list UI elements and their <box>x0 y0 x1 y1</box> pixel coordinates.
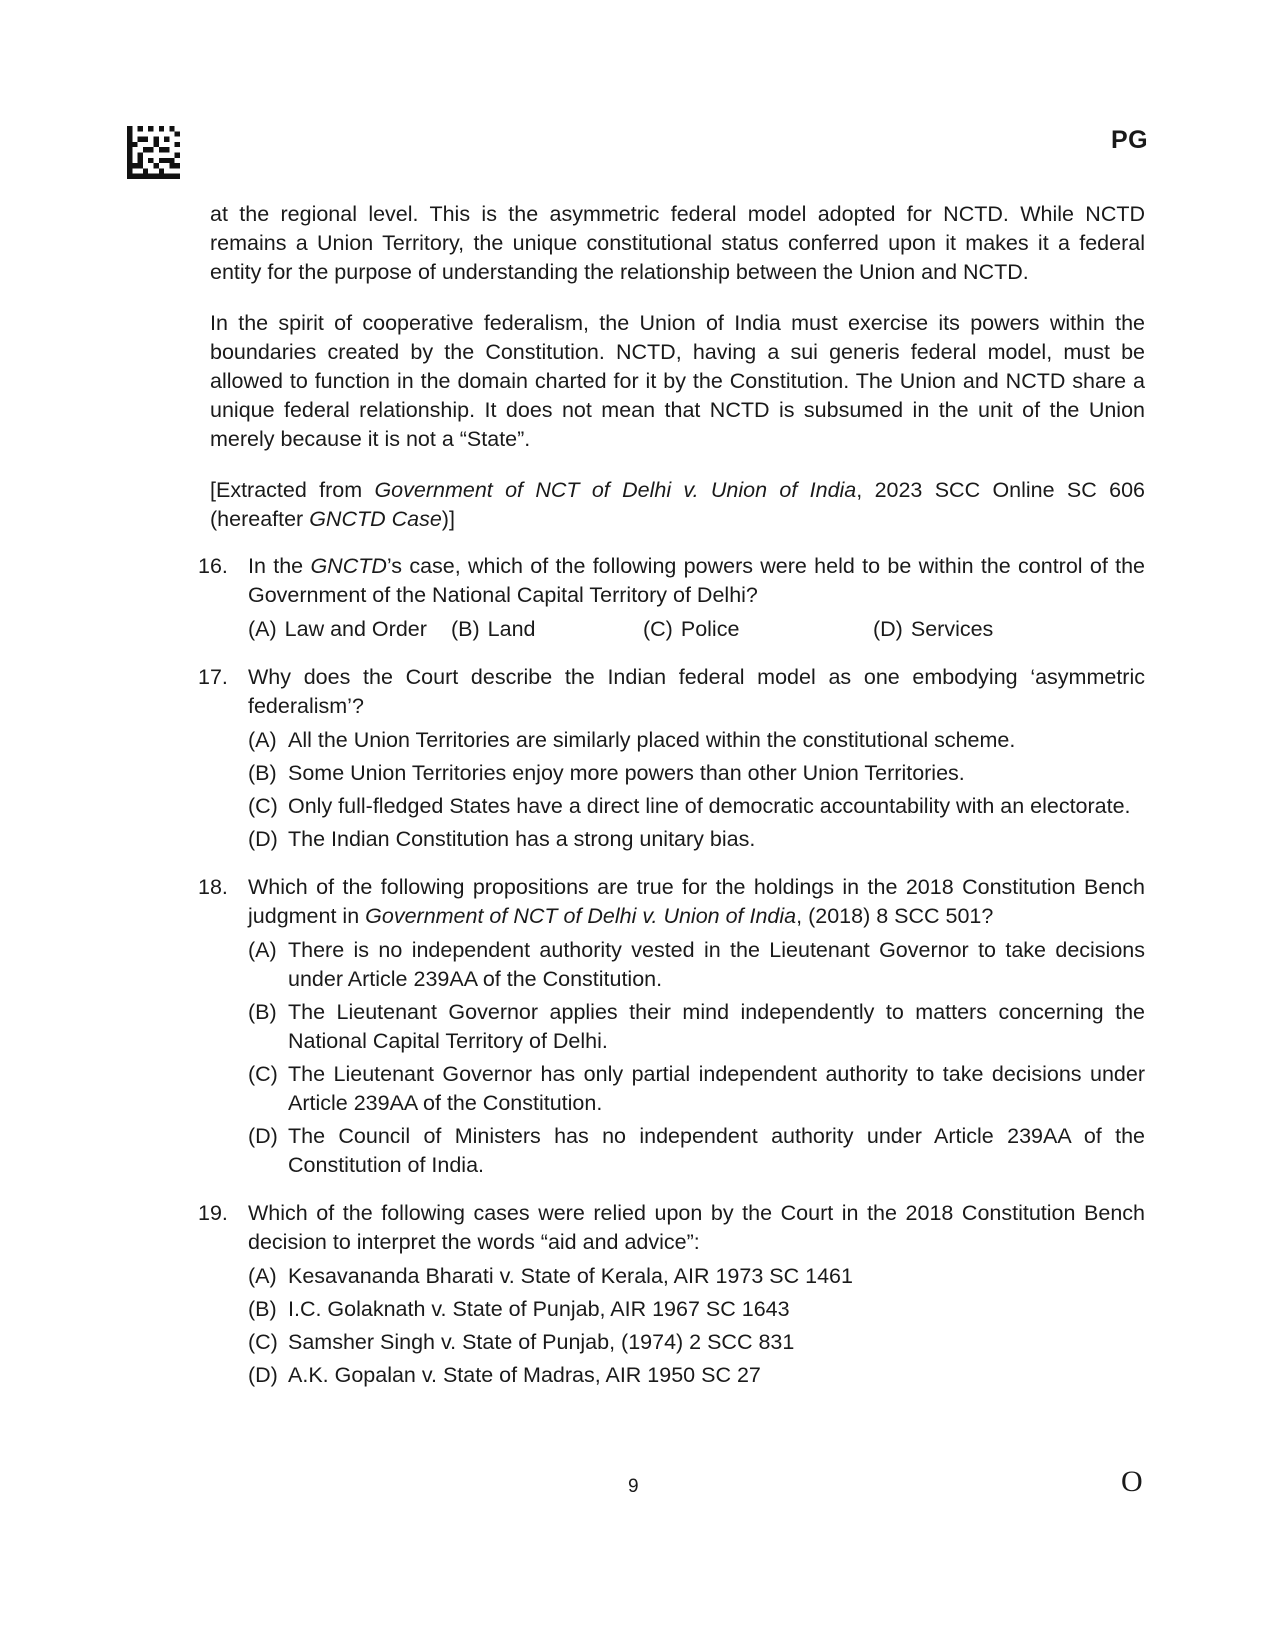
option-c <box>248 1060 1145 1118</box>
page-number: 9 <box>628 1476 639 1497</box>
question-number: 18. <box>198 875 228 899</box>
option-letter: (A) <box>248 938 277 962</box>
option-c <box>248 1328 1145 1357</box>
citation-prefix: [Extracted from <box>210 478 375 502</box>
option-text: Kesavananda Bharati v. State of Kerala, AIR 1973 SC 1461 <box>288 1264 853 1288</box>
question-text-part: In the <box>248 554 311 578</box>
option-letter: (D) <box>248 827 278 851</box>
question-text: Why does the Court describe the Indian federal model as one embodying ‘asymmetric federalism’? <box>248 665 1145 718</box>
option-letter: (B) <box>248 1000 277 1024</box>
question-text-part: , (2018) 8 SCC 501? <box>796 904 994 928</box>
option-letter: (B) <box>248 761 277 785</box>
question-number: 17. <box>198 665 228 689</box>
question-text <box>248 873 1145 931</box>
option-b <box>451 615 643 644</box>
option-a <box>248 615 451 644</box>
option-letter: (B) <box>248 1297 277 1321</box>
option-text: Some Union Territories enjoy more powers than other Union Territories. <box>288 761 965 785</box>
qr-code-icon <box>127 126 180 179</box>
option-text: A.K. Gopalan v. State of Madras, AIR 1950 SC 27 <box>288 1363 761 1387</box>
question-17 <box>198 663 1145 854</box>
option-text: Police <box>680 617 740 641</box>
question-number: 16. <box>198 554 228 578</box>
option-text: There is no independent authority vested in the Lieutenant Governor to take decisions under Article 239AA of the Constitution. <box>288 938 1145 991</box>
question-text <box>248 552 1145 610</box>
option-d <box>248 825 1145 854</box>
option-text: I.C. Golaknath v. State of Punjab, AIR 1967 SC 1643 <box>288 1297 790 1321</box>
option-text: Land <box>487 617 536 641</box>
option-text: Services <box>910 617 994 641</box>
question-text-part: ’s case, which of the following powers were held to be within the control of the Government of the National Capital Territory of Delhi? <box>248 554 1146 607</box>
option-letter: (C) <box>248 1062 278 1086</box>
page-content <box>198 200 1146 1409</box>
option-letter: (D) <box>873 617 903 641</box>
option-c <box>643 615 873 644</box>
set-code: O <box>1121 1465 1143 1498</box>
option-text: The Council of Ministers has no independent authority under Article 239AA of the Constitution of India. <box>288 1124 1145 1177</box>
question-16 <box>198 552 1145 644</box>
option-b <box>248 998 1145 1056</box>
option-letter: (C) <box>643 617 673 641</box>
option-text: The Indian Constitution has a strong unitary bias. <box>288 827 756 851</box>
options-row <box>248 615 1145 644</box>
question-text-italic: GNCTD <box>310 554 387 578</box>
option-a <box>248 726 1145 755</box>
option-letter: (C) <box>248 1330 278 1354</box>
paper-code: PG <box>1111 126 1149 154</box>
question-18 <box>198 873 1145 1180</box>
option-b <box>248 759 1145 788</box>
option-letter: (D) <box>248 1124 278 1148</box>
question-text-part: Which of the following propositions are true for the holdings in the 2018 Constitution Bench judgment in <box>248 875 1145 928</box>
option-a <box>248 1262 1145 1291</box>
passage-paragraph-2: In the spirit of cooperative federalism, the Union of India must exercise its powers within the boundaries created by the Constitution. NCTD, having a sui generis federal model, must be allowed to function in the domain charted for it by the Constitution. The Union and NCTD share a unique federal relationship. It does not mean that NCTD is subsumed in the unit of the Union merely because it is not a “State”. <box>210 311 1145 451</box>
option-text: Samsher Singh v. State of Punjab, (1974) 2 SCC 831 <box>288 1330 795 1354</box>
question-number: 19. <box>198 1201 228 1225</box>
option-c <box>248 792 1145 821</box>
citation-suffix: )] <box>441 507 455 531</box>
option-letter: (A) <box>248 617 277 641</box>
question-19 <box>198 1199 1145 1390</box>
option-letter: (A) <box>248 728 277 752</box>
option-d <box>873 615 993 644</box>
option-letter: (B) <box>451 617 480 641</box>
passage-citation <box>210 476 1145 534</box>
option-letter: (D) <box>248 1363 278 1387</box>
option-b <box>248 1295 1145 1324</box>
option-text: The Lieutenant Governor has only partial independent authority to take decisions under Article 239AA of the Constitution. <box>288 1062 1145 1115</box>
option-text: Law and Order <box>284 617 427 641</box>
option-text: Only full-fledged States have a direct line of democratic accountability with an electorate. <box>288 794 1131 818</box>
option-d <box>248 1361 1145 1390</box>
citation-short-name: GNCTD Case <box>309 507 442 531</box>
citation-case-name: Government of NCT of Delhi v. Union of India <box>374 478 857 502</box>
option-d <box>248 1122 1145 1180</box>
option-text: All the Union Territories are similarly placed within the constitutional scheme. <box>288 728 1016 752</box>
option-a <box>248 936 1145 994</box>
question-text: Which of the following cases were relied upon by the Court in the 2018 Constitution Bench decision to interpret the words “aid and advice”: <box>248 1201 1145 1254</box>
option-text: The Lieutenant Governor applies their mind independently to matters concerning the National Capital Territory of Delhi. <box>288 1000 1145 1053</box>
question-text-italic: Government of NCT of Delhi v. Union of India <box>365 904 797 928</box>
passage-paragraph-1: at the regional level. This is the asymmetric federal model adopted for NCTD. While NCTD remains a Union Territory, the unique constitutional status conferred upon it makes it a federal entity for the purpose of understanding the relationship between the Union and NCTD. <box>210 202 1145 284</box>
option-letter: (A) <box>248 1264 277 1288</box>
citation-middle: , 2023 SCC Online SC 606 (hereafter <box>210 478 1145 531</box>
option-letter: (C) <box>248 794 278 818</box>
